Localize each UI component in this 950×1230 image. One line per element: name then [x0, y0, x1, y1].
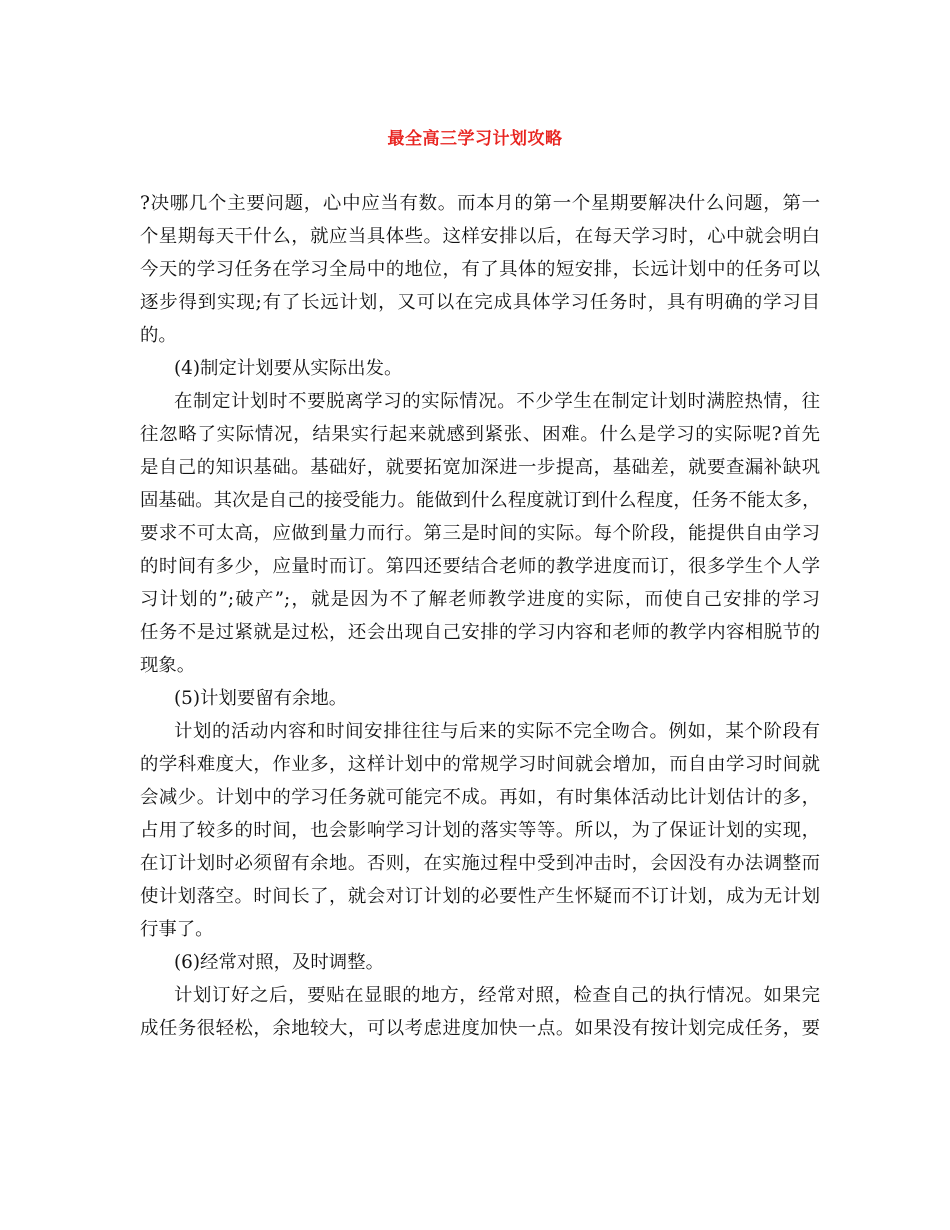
text-line: ?决哪几个主要问题，心中应当有数。而本月的第一个星期要解决什么问题，第一	[140, 193, 820, 214]
text-line: 计划订好之后，要贴在显眼的地方，经常对照，检查自己的执行情况。如果完	[174, 985, 820, 1006]
section-heading: (5)计划要留有余地。	[174, 688, 348, 709]
text-line: 的学科难度大，作业多，这样计划中的常规学习时间就会增加，而自由学习时间就	[140, 754, 820, 775]
document-body	[140, 187, 820, 1045]
text-line: 会减少。计划中的学习任务就可能完不成。再如，有时集体活动比计划估计的多，	[140, 787, 820, 808]
text-line: 计划的活动内容和时间安排往往与后来的实际不完全吻合。例如，某个阶段有	[174, 721, 820, 742]
section-heading: (4)制定计划要从实际出发。	[174, 358, 403, 379]
text-line: 行事了。	[140, 919, 214, 940]
section-heading: (6)经常对照，及时调整。	[174, 952, 384, 973]
text-line: 在制定计划时不要脱离学习的实际情况。不少学生在制定计划时满腔热情，往	[174, 391, 820, 412]
text-line: 固基础。其次是自己的接受能力。能做到什么程度就订到什么程度，任务不能太多，	[140, 490, 820, 511]
text-line: 逐步得到实现;有了长远计划，又可以在完成具体学习任务时，具有明确的学习目	[140, 292, 820, 313]
text-line: 是自己的知识基础。基础好，就要拓宽加深进一步提高，基础差，就要查漏补缺巩	[140, 457, 820, 478]
text-line: 使计划落空。时间长了，就会对订计划的必要性产生怀疑而不订计划，成为无计划	[140, 886, 820, 907]
text-line: 现象。	[140, 655, 196, 676]
text-line: 要求不可太高，应做到量力而行。第三是时间的实际。每个阶段，能提供自由学习	[140, 523, 820, 544]
text-line: 往忽略了实际情况，结果实行起来就感到紧张、困难。什么是学习的实际呢?首先	[140, 424, 820, 445]
text-line: 个星期每天干什么，就应当具体些。这样安排以后，在每天学习时，心中就会明白	[140, 226, 820, 247]
text-line: 占用了较多的时间，也会影响学习计划的落实等等。所以，为了保证计划的实现，	[140, 820, 820, 841]
document-title: 最全高三学习计划攻略	[387, 129, 563, 149]
text-line: 任务不是过紧就是过松，还会出现自己安排的学习内容和老师的教学内容相脱节的	[140, 622, 820, 643]
text-line: 今天的学习任务在学习全局中的地位，有了具体的短安排，长远计划中的任务可以	[140, 259, 820, 280]
text-line: 习计划的”;破产”;，就是因为不了解老师教学进度的实际，而使自己安排的学习	[140, 589, 820, 610]
text-line: 的时间有多少，应量时而订。第四还要结合老师的教学进度而订，很多学生个人学	[140, 556, 820, 577]
text-line: 在订计划时必须留有余地。否则，在实施过程中受到冲击时，会因没有办法调整而	[140, 853, 820, 874]
text-line: 成任务很轻松，余地较大，可以考虑进度加快一点。如果没有按计划完成任务，要	[140, 1018, 820, 1039]
text-line: 的。	[140, 325, 177, 346]
